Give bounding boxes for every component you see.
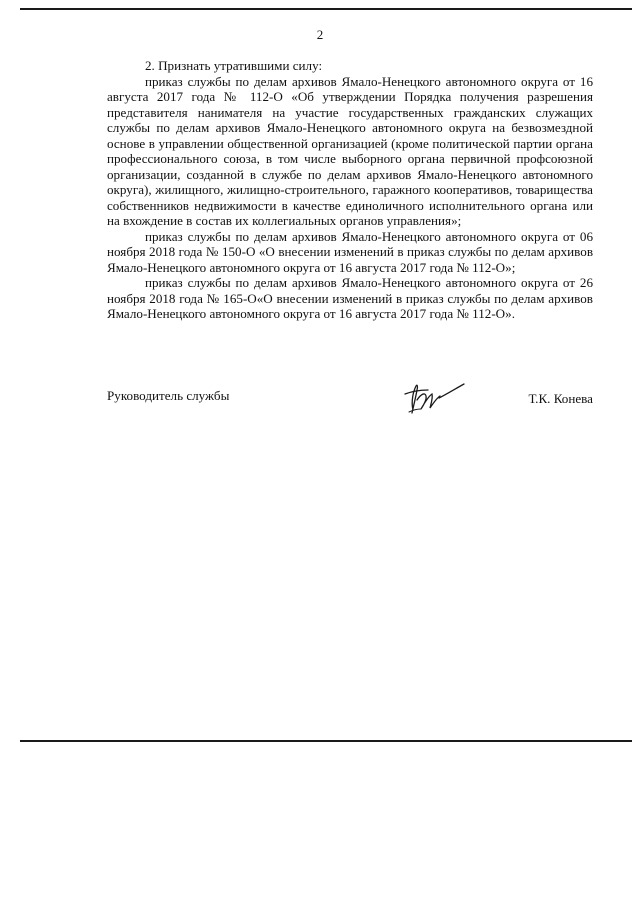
document-body — [107, 58, 593, 322]
paragraph-order-150: приказ службы по делам архивов Ямало-Ненецкого автономного округа от 06 ноября 2018 года № 150-О «О внесении изменений в приказ службы по делам архивов Ямало-Ненецкого автономного округа от 16 августа 2017 года № 112-О»; — [107, 228, 593, 275]
top-border-line — [20, 8, 632, 10]
signer-name: Т.К. Конева — [528, 391, 593, 406]
page-number: 2 — [316, 27, 324, 42]
paragraph-order-165: приказ службы по делам архивов Ямало-Ненецкого автономного округа от 26 ноября 2018 года № 165-О«О внесении изменений в приказ службы по делам архивов Ямало-Ненецкого автономного округа от 16 августа 2017 года № 112-О». — [107, 275, 593, 321]
handwritten-signature — [399, 380, 469, 416]
signer-title: Руководитель службы — [107, 388, 230, 403]
signature-block — [107, 380, 593, 420]
paragraph-heading-item-2: 2. Признать утратившими силу: — [145, 58, 323, 73]
paragraph-order-112: приказ службы по делам архивов Ямало-Ненецкого автономного округа от 16 августа 2017 года № 112-О «Об утверждении Порядка получения разрешения представителя нанимателя на участие государственных гражданских служащих службы по делам архивов Ямало-Ненецкого автономного округа на безвозмездной основе в управлении общественной организацией (кроме политической партии органа профессионального союза, в том числе выборного органа первичной профсоюзной организации, созданной в службе по делам архивов Ямало-Ненецкого автономного округа), жилищного, жилищно-строительного, гаражного кооперативов, товарищества собственников недвижимости в качестве единоличного исполнительного органа или на вхождение в состав их коллегиальных органов управления»; — [107, 73, 593, 228]
bottom-border-line — [20, 740, 632, 742]
